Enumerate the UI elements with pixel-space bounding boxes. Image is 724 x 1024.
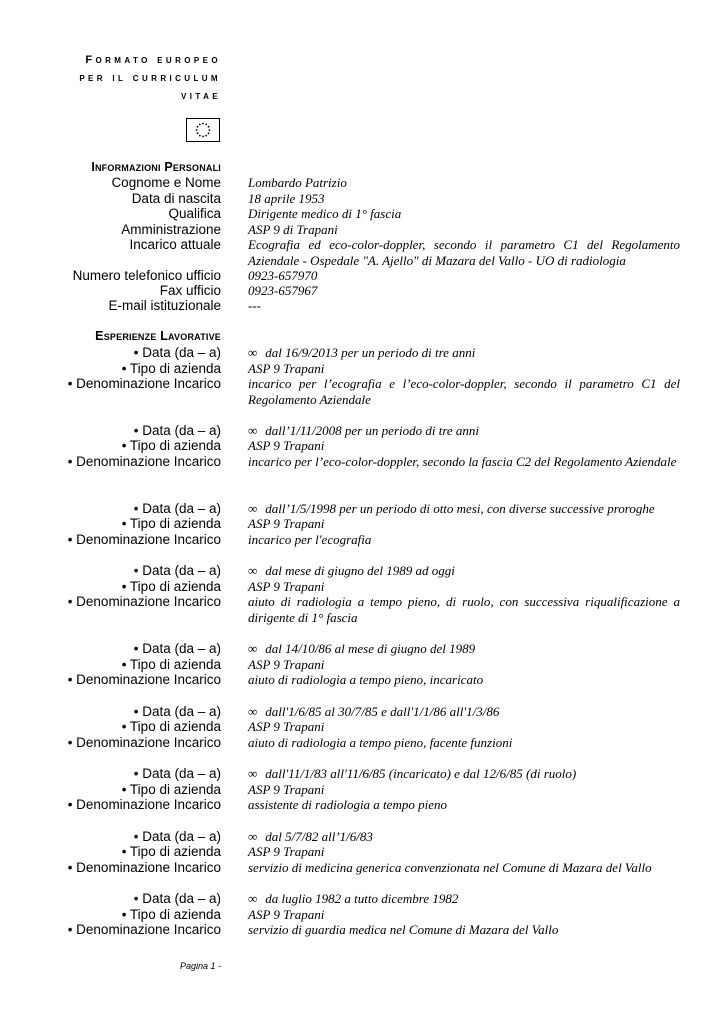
entry-date-label: • Data (da – a) (133, 501, 221, 516)
entry-role-label: • Denominazione Incarico (67, 735, 221, 750)
entry-role-value: aiuto di radiologia a tempo pieno, di ruolo, con successiva riqualificazione a dirigente di 1° fascia (248, 594, 680, 625)
entry-date-value: ∞ dal 14/10/86 al mese di giugno del 1989 (248, 641, 476, 656)
entry-type-value: ASP 9 Trapani (248, 782, 325, 797)
entry-date-label: • Data (da – a) (133, 641, 221, 656)
field-value-name: Lombardo Patrizio (248, 175, 347, 190)
field-label-name: Cognome e Nome (111, 175, 221, 190)
infinity-bullet-icon: ∞ (248, 641, 258, 656)
entry-date-value: ∞ dal 5/7/82 all’1/6/83 (248, 829, 373, 844)
entry-date-value: ∞ dal mese di giugno del 1989 ad oggi (248, 563, 455, 578)
eu-stars-icon (187, 119, 219, 141)
entry-type-label: • Tipo di azienda (121, 907, 221, 922)
entry-type-value: ASP 9 Trapani (248, 657, 325, 672)
entry-role-label: • Denominazione Incarico (67, 532, 221, 547)
entry-type-label: • Tipo di azienda (121, 361, 221, 376)
infinity-bullet-icon: ∞ (248, 766, 258, 781)
entry-date-label: • Data (da – a) (133, 766, 221, 781)
field-label-fax: Fax ufficio (159, 283, 221, 298)
page-number: Pagina 1 - (179, 961, 221, 971)
entry-role-value: aiuto di radiologia a tempo pieno, incaricato (248, 672, 484, 687)
entry-type-value: ASP 9 Trapani (248, 438, 325, 453)
field-value-email: --- (248, 298, 261, 313)
entry-date-value: ∞ dall’1/5/1998 per un periodo di otto mesi, con diverse successive proroghe (248, 501, 655, 516)
entry-type-label: • Tipo di azienda (121, 719, 221, 734)
field-label-email: E-mail istituzionale (108, 298, 221, 313)
entry-role-label: • Denominazione Incarico (67, 860, 221, 875)
personal-info-heading: Informazioni Personali (91, 160, 221, 174)
infinity-bullet-icon: ∞ (248, 501, 258, 516)
field-label-current-role: Incarico attuale (129, 237, 221, 252)
field-value-administration: ASP 9 di Trapani (248, 222, 338, 237)
entry-type-value: ASP 9 Trapani (248, 579, 325, 594)
entry-date-label: • Data (da – a) (133, 704, 221, 719)
entry-role-value: assistente di radiologia a tempo pieno (248, 797, 447, 812)
entry-role-label: • Denominazione Incarico (67, 922, 221, 937)
entry-type-label: • Tipo di azienda (121, 782, 221, 797)
entry-date-value: ∞ dall’1/11/2008 per un periodo di tre anni (248, 423, 480, 438)
field-value-birthdate: 18 aprile 1953 (248, 191, 325, 206)
entry-role-value: incarico per l'ecografia (248, 532, 372, 547)
field-value-phone: 0923-657970 (248, 268, 318, 283)
entry-role-label: • Denominazione Incarico (67, 454, 221, 469)
entry-role-value: incarico per l’ecografia e l’eco-color-doppler, secondo il parametro C1 del Regolamento Aziendale (248, 376, 680, 407)
infinity-bullet-icon: ∞ (248, 345, 258, 360)
entry-date-label: • Data (da – a) (133, 891, 221, 906)
entry-type-label: • Tipo di azienda (121, 438, 221, 453)
field-label-qualification: Qualifica (168, 206, 221, 221)
eu-flag-logo (186, 118, 220, 142)
infinity-bullet-icon: ∞ (248, 704, 258, 719)
entry-type-label: • Tipo di azienda (121, 516, 221, 531)
infinity-bullet-icon: ∞ (248, 891, 258, 906)
entry-role-value: incarico per l’eco-color-doppler, secondo la fascia C2 del Regolamento Aziendale (248, 454, 677, 469)
entry-date-label: • Data (da – a) (133, 563, 221, 578)
entry-type-value: ASP 9 Trapani (248, 844, 325, 859)
entry-role-value: servizio di guardia medica nel Comune di Mazara del Vallo (248, 922, 559, 937)
entry-role-label: • Denominazione Incarico (67, 672, 221, 687)
infinity-bullet-icon: ∞ (248, 563, 258, 578)
field-label-administration: Amministrazione (121, 222, 221, 237)
entry-date-label: • Data (da – a) (133, 829, 221, 844)
entry-date-value: ∞ dall'11/1/83 all'11/6/85 (incaricato) e dal 12/6/85 (di ruolo) (248, 766, 577, 781)
field-value-current-role: Ecografia ed eco-color-doppler, secondo il parametro C1 del Regolamento Aziendale - Ospedale "A. Ajello" di Mazara del Vallo - UO di radiologia (248, 237, 680, 268)
entry-date-value: ∞ da luglio 1982 a tutto dicembre 1982 (248, 891, 459, 906)
entry-type-label: • Tipo di azienda (121, 579, 221, 594)
field-label-phone: Numero telefonico ufficio (72, 268, 221, 283)
entry-type-value: ASP 9 Trapani (248, 361, 325, 376)
cv-title-line-3: vitae (181, 90, 221, 102)
entry-date-label: • Data (da – a) (133, 423, 221, 438)
entry-type-label: • Tipo di azienda (121, 844, 221, 859)
entry-date-value: ∞ dall'1/6/85 al 30/7/85 e dall'1/1/86 all'1/3/86 (248, 704, 500, 719)
entry-date-value: ∞ dal 16/9/2013 per un periodo di tre anni (248, 345, 476, 360)
entry-type-value: ASP 9 Trapani (248, 719, 325, 734)
entry-role-label: • Denominazione Incarico (67, 797, 221, 812)
cv-title-line-1: Formato europeo (85, 54, 221, 66)
entry-role-value: servizio di medicina generica convenzionata nel Comune di Mazara del Vallo (248, 860, 652, 875)
field-label-birthdate: Data di nascita (131, 191, 221, 206)
entry-date-label: • Data (da – a) (133, 345, 221, 360)
entry-type-value: ASP 9 Trapani (248, 907, 325, 922)
field-value-qualification: Dirigente medico di 1° fascia (248, 206, 402, 221)
infinity-bullet-icon: ∞ (248, 423, 258, 438)
entry-role-label: • Denominazione Incarico (67, 376, 221, 391)
infinity-bullet-icon: ∞ (248, 829, 258, 844)
entry-role-value: aiuto di radiologia a tempo pieno, facente funzioni (248, 735, 513, 750)
cv-title-line-2: per il curriculum (79, 72, 221, 84)
entry-type-label: • Tipo di azienda (121, 657, 221, 672)
entry-type-value: ASP 9 Trapani (248, 516, 325, 531)
field-value-fax: 0923-657967 (248, 283, 318, 298)
entry-role-label: • Denominazione Incarico (67, 594, 221, 609)
experience-heading: Esperienze Lavorative (95, 329, 221, 343)
